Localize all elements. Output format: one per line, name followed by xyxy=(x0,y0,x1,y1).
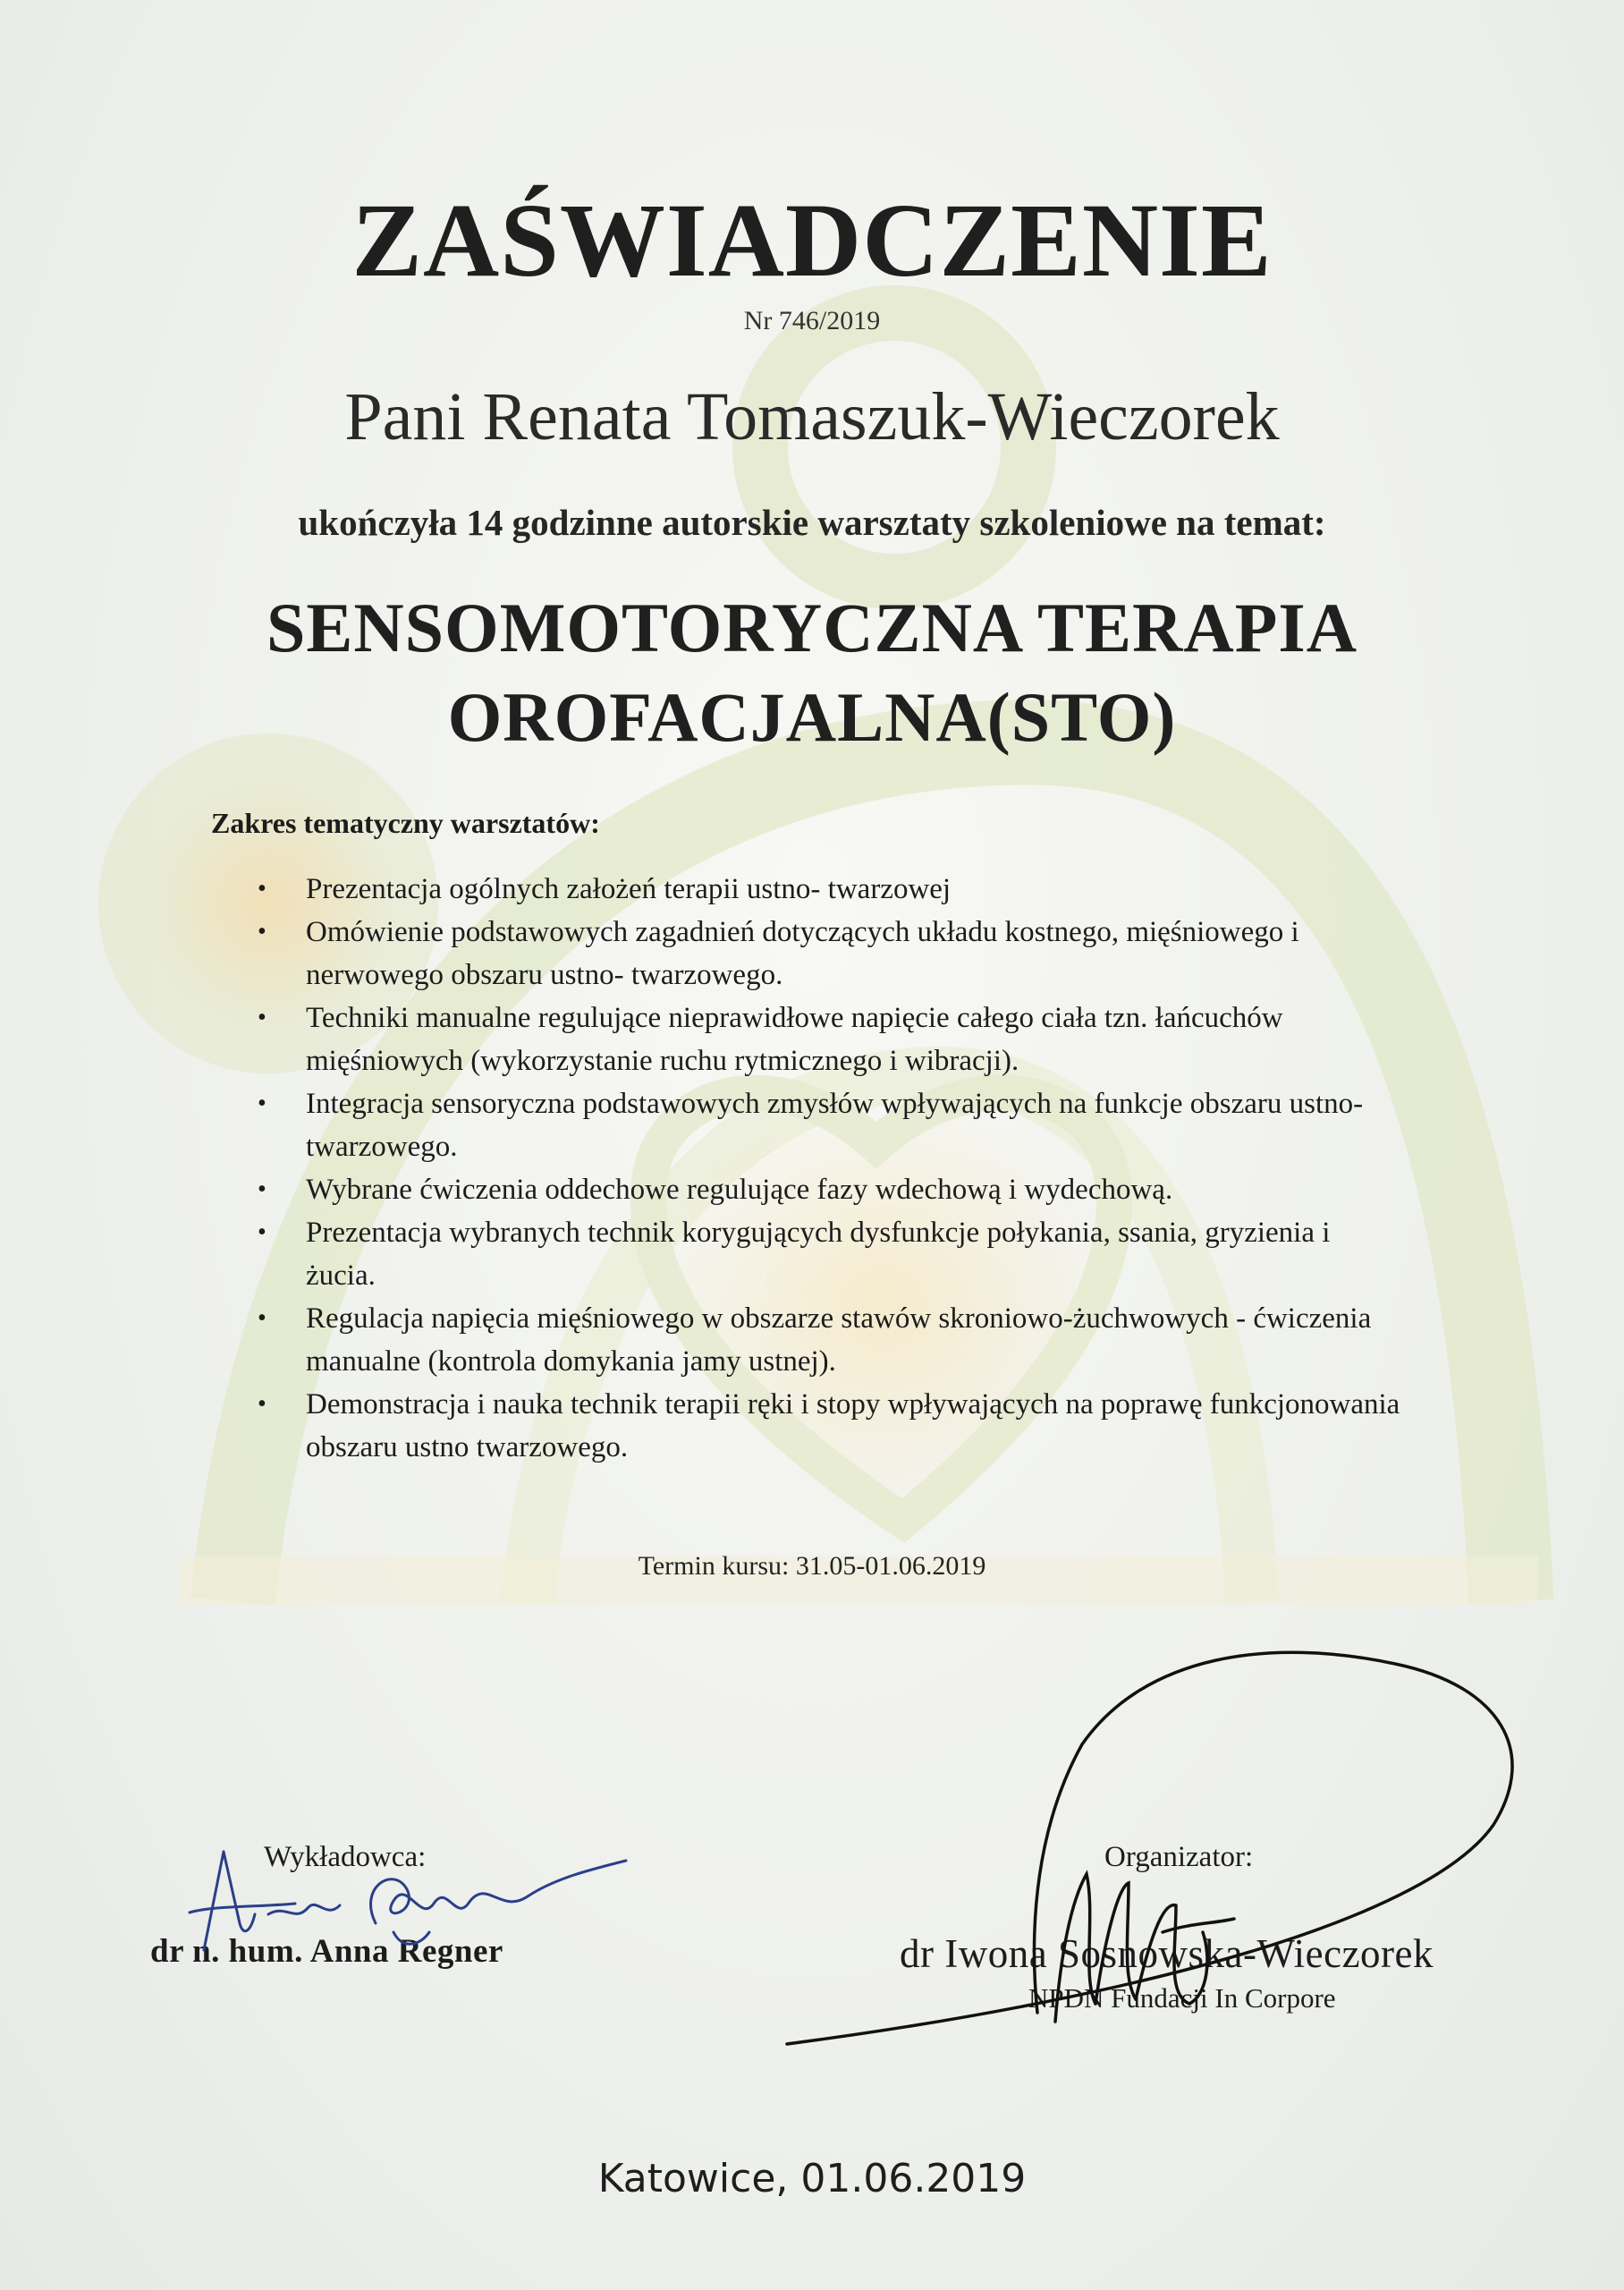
certificate-number: Nr 746/2019 xyxy=(743,306,881,335)
course-title xyxy=(0,583,1624,762)
bullet-icon: • xyxy=(258,1304,266,1332)
organizer-name: dr Iwona Sosnowska-Wieczorek xyxy=(900,1931,1434,1976)
bullet-icon: • xyxy=(258,1175,266,1203)
list-item: • Wybrane ćwiczenia oddechowe regulujące fazy wdechową i wydechową. xyxy=(261,1168,1531,1211)
course-title-line: SENSOMOTORYCZNA TERAPIA xyxy=(266,589,1358,666)
organizer-subtitle: NPDN Fundacji In Corpore xyxy=(1028,1982,1336,2014)
organizer-label: Organizator: xyxy=(1104,1841,1254,1873)
lecturer-label: Wykładowca: xyxy=(264,1841,427,1873)
list-item: • Demonstracja i nauka technik terapii ręki i stopy wpływających na poprawę funkcjonowania obszaru ustno twarzowego. xyxy=(261,1383,1531,1469)
list-item: • Prezentacja wybranych technik korygujących dysfunkcje połykania, ssania, gryzienia i żucia. xyxy=(261,1211,1531,1297)
recipient-name: Pani Renata Tomaszuk-Wieczorek xyxy=(344,379,1280,454)
bullet-icon: • xyxy=(258,1090,266,1117)
bullet-icon: • xyxy=(258,918,266,946)
course-title-line: OROFACJALNA(STO) xyxy=(447,677,1177,756)
lecturer-name: dr n. hum. Anna Regner xyxy=(150,1933,503,1970)
list-item: • Prezentacja ogólnych założeń terapii ustno- twarzowej xyxy=(261,868,1531,911)
topics-heading: Zakres tematyczny warsztatów: xyxy=(211,807,600,839)
completion-statement: ukończyła 14 godzinne autorskie warsztaty szkoleniowe na temat: xyxy=(298,502,1326,543)
bullet-icon: • xyxy=(258,875,266,903)
list-item: • Omówienie podstawowych zagadnień dotyczących układu kostnego, mięśniowego i nerwowego obszaru ustno- twarzowego. xyxy=(261,911,1531,997)
bullet-icon: • xyxy=(258,1390,266,1418)
list-item: • Techniki manualne regulujące nieprawidłowe napięcie całego ciała tzn. łańcuchów mięśniowych (wykorzystanie ruchu rytmicznego i wibracji). xyxy=(261,997,1531,1082)
certificate-title: ZAŚWIADCZENIE xyxy=(351,182,1273,299)
topics-list xyxy=(258,868,1531,1469)
bullet-icon: • xyxy=(258,1218,266,1246)
course-term: Termin kursu: 31.05-01.06.2019 xyxy=(638,1551,986,1581)
list-item: • Integracja sensoryczna podstawowych zmysłów wpływających na funkcje obszaru ustno- twarzowego. xyxy=(261,1082,1531,1168)
bullet-icon: • xyxy=(258,1004,266,1031)
place-date: Katowice, 01.06.2019 xyxy=(597,2156,1027,2201)
list-item: • Regulacja napięcia mięśniowego w obszarze stawów skroniowo-żuchwowych - ćwiczenia manualne (kontrola domykania jamy ustnej). xyxy=(261,1297,1531,1383)
